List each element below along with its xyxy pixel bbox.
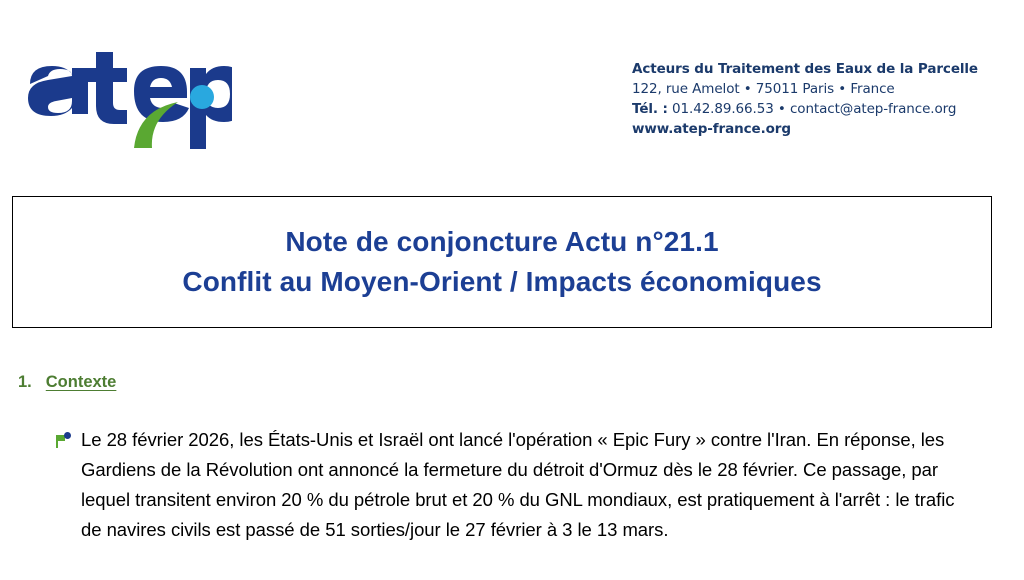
contact-info bbox=[632, 60, 978, 139]
email-address[interactable]: contact@atep-france.org bbox=[789, 100, 957, 117]
bullet-separator: • bbox=[777, 100, 786, 117]
document-title-line-1: Note de conjoncture Actu n°21.1 bbox=[285, 226, 719, 258]
phone-label: Tél. : bbox=[632, 100, 668, 117]
atep-logo-icon bbox=[22, 44, 232, 154]
phone-number: 01.42.89.66.53 bbox=[672, 100, 774, 117]
document-title-line-2: Conflit au Moyen-Orient / Impacts économiques bbox=[182, 266, 822, 297]
website-url[interactable]: www.atep-france.org bbox=[632, 120, 791, 137]
paragraph-text: Le 28 février 2026, les États-Unis et Israël ont lancé l'opération « Epic Fury » contre l'Iran. En réponse, les Gardiens de la Révolution ont annoncé la fermeture du détroit d'Ormuz dès le 28 février. Ce passage, par lequel transitent environ 20 % du pétrole brut et 20 % du GNL mondiaux, est pratiquement à l'arrêt : le trafic de navires civils est passé de 51 sorties/jour le 27 février à 3 le 13 mars. bbox=[81, 429, 955, 541]
section-heading-contexte bbox=[18, 373, 116, 392]
company-name: Acteurs du Traitement des Eaux de la Parcelle bbox=[632, 61, 978, 77]
flag-bullet-icon bbox=[55, 425, 81, 449]
company-address: 122, rue Amelot • 75011 Paris • France bbox=[632, 80, 895, 97]
section-title: Contexte bbox=[45, 373, 117, 391]
title-box bbox=[12, 196, 992, 328]
list-item bbox=[55, 425, 985, 546]
document-header bbox=[0, 0, 1024, 170]
company-phone-email bbox=[632, 100, 978, 120]
section-number: 1. bbox=[18, 373, 32, 391]
